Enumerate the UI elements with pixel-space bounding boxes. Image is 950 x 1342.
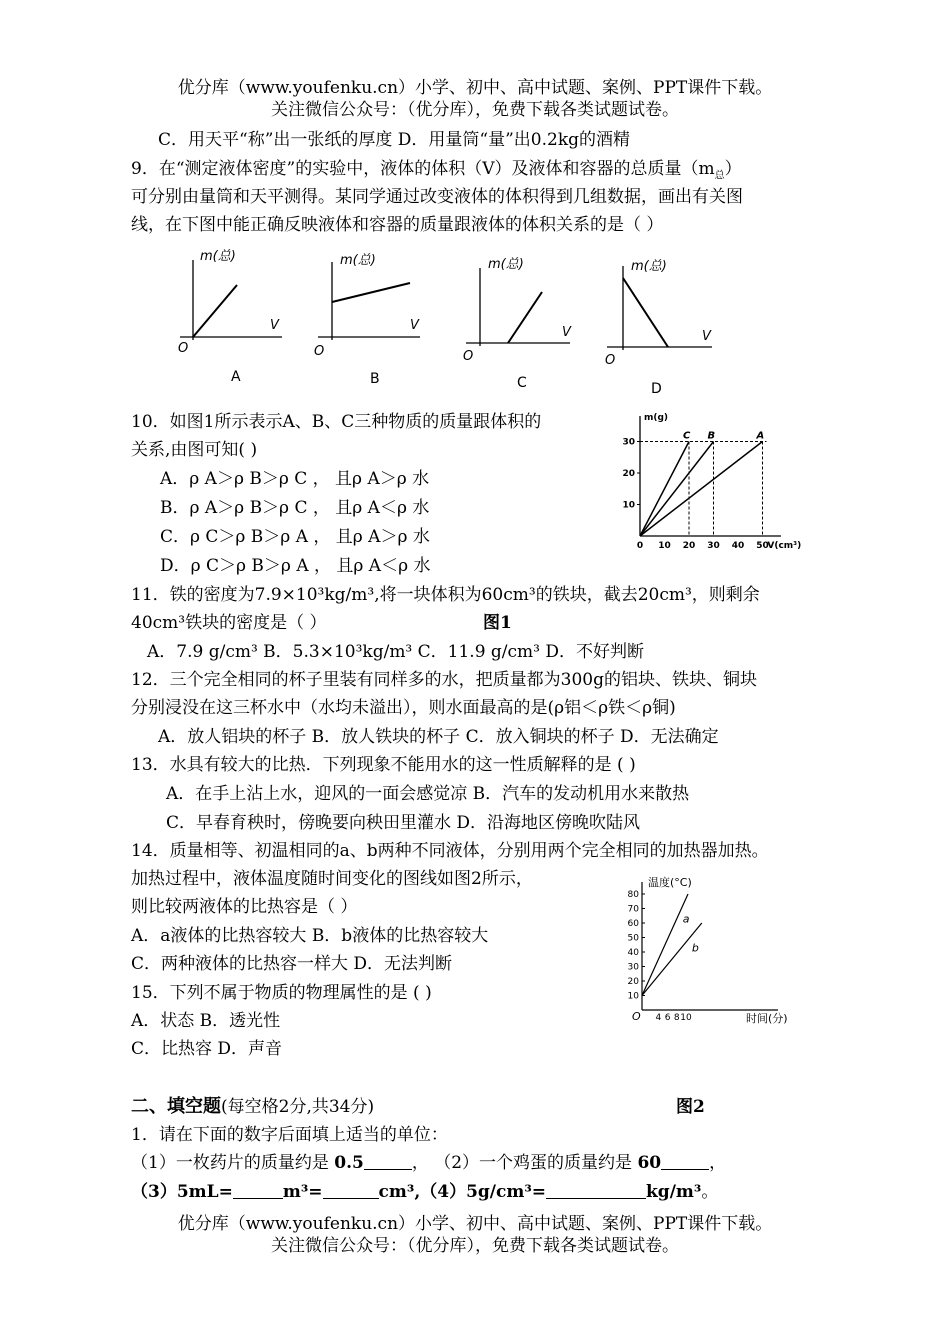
fill-part-3-label: （3）5mL= bbox=[131, 1182, 233, 1202]
fill-q1-part-1-label: （1）一枚药片的质量约是 bbox=[131, 1153, 335, 1173]
fill-q1-row-2 bbox=[131, 1180, 718, 1204]
graph-a-label: A bbox=[231, 369, 241, 385]
q14-options-ab: A．a液体的比热容较大 B．b液体的比热容较大 bbox=[131, 926, 489, 946]
fill-part-4-label: cm³,（4）5g/cm³= bbox=[378, 1182, 547, 1202]
figure-2-caption: 图2 bbox=[676, 1097, 705, 1117]
fill-q1-part-2-value: 60 bbox=[637, 1153, 662, 1173]
q15-line-1: 15．下列不属于物质的物理属性的是 ( ) bbox=[131, 983, 432, 1003]
fill-blank-1[interactable] bbox=[364, 1151, 412, 1170]
fig2-series-b bbox=[642, 923, 702, 996]
graph-d-label: D bbox=[651, 381, 662, 397]
graph-b-xlabel: V bbox=[410, 318, 419, 333]
figure-1-chart bbox=[618, 408, 818, 558]
fill-blank-3[interactable] bbox=[233, 1180, 283, 1199]
fill-q1-prompt: 1．请在下面的数字后面填上适当的单位： bbox=[131, 1125, 448, 1145]
fig2-label-b: b bbox=[691, 941, 699, 955]
fig1-series-A bbox=[640, 442, 763, 537]
fill-q1-part-1-value: 0.5 bbox=[334, 1153, 364, 1173]
fig2-series-a bbox=[642, 894, 688, 996]
q11-options: A．7.9 g/cm³ B．5.3×10³kg/m³ C．11.9 g/cm³ D．不好判断 bbox=[147, 642, 645, 662]
fig2-y-tick: 70 bbox=[627, 904, 639, 915]
q9-line-1-text: 9．在“测定液体密度”的实验中，液体的体积（V）及液体和容器的总质量（m bbox=[131, 159, 715, 179]
fig2-x-tick: 6 bbox=[664, 1013, 671, 1023]
graph-a-ylabel: m(总) bbox=[200, 249, 236, 264]
q10-option-b: B．ρ A＞ρ B＞ρ C ， 且ρ A＜ρ 水 bbox=[160, 498, 430, 518]
graph-d-xlabel: V bbox=[702, 329, 711, 344]
fig2-y-tick: 40 bbox=[627, 948, 639, 958]
q15-options-cd: C．比热容 D．声音 bbox=[131, 1039, 283, 1059]
header-line-1: 优分库（www.youfenku.cn）小学、初中、高中试题、案例、PPT课件下载。 bbox=[177, 78, 773, 98]
graph-d-line bbox=[623, 278, 668, 347]
q13-options-ab: A．在手上沾上水，迎风的一面会感觉凉 B．汽车的发动机用水来散热 bbox=[166, 784, 690, 804]
graph-d-ylabel: m(总) bbox=[631, 259, 667, 274]
figure-2-chart bbox=[618, 870, 818, 1030]
graph-c-label: C bbox=[517, 375, 527, 391]
fig2-x-tick: 4 bbox=[655, 1013, 662, 1023]
q14-line-1: 14．质量相等、初温相同的a、b两种不同液体，分别用两个完全相同的加热器加热。 bbox=[131, 841, 769, 861]
graph-c-xlabel: V bbox=[562, 325, 571, 340]
q9-line-1-end: ） bbox=[724, 159, 742, 179]
q11-line-2: 40cm³铁块的密度是（ ） bbox=[131, 613, 327, 633]
section-2-heading bbox=[131, 1095, 374, 1119]
fig1-label-C: C bbox=[683, 430, 691, 442]
fig1-label-A: A bbox=[756, 430, 765, 442]
header-line-2: 关注微信公众号：（优分库），免费下载各类试题试卷。 bbox=[271, 100, 679, 120]
graph-a-origin: O bbox=[178, 341, 189, 356]
graph-b-origin: O bbox=[314, 344, 325, 359]
fill-blank-5[interactable] bbox=[546, 1180, 646, 1199]
q9-graphs bbox=[0, 240, 950, 400]
fig1-xlabel: V(cm³) bbox=[767, 541, 802, 551]
footer-line-2: 关注微信公众号：（优分库），免费下载各类试题试卷。 bbox=[271, 1236, 679, 1256]
fig1-label-B: B bbox=[707, 430, 716, 442]
fill-part-4-unit: kg/m³ bbox=[646, 1182, 702, 1202]
fig2-y-tick: 60 bbox=[627, 919, 639, 929]
graph-b-label: B bbox=[370, 371, 380, 387]
fig1-series-C bbox=[640, 442, 689, 537]
graph-c-ylabel: m(总) bbox=[488, 257, 524, 272]
q13-line-1: 13．水具有较大的比热．下列现象不能用水的这一性质解释的是 ( ) bbox=[131, 755, 636, 775]
fig2-y-tick: 50 bbox=[627, 933, 639, 944]
q14-line-2: 加热过程中，液体温度随时间变化的图线如图2所示， bbox=[131, 869, 533, 889]
q9-line-3: 线，在下图中能正确反映液体和容器的质量跟液体的体积关系的是（ ） bbox=[131, 215, 664, 235]
graph-a-xlabel: V bbox=[270, 318, 279, 333]
q9-line-1-sub: 总 bbox=[714, 170, 725, 182]
fig1-ylabel: m(g) bbox=[644, 413, 669, 423]
q12-line-2: 分别浸没在这三杯水中（水均未溢出），则水面最高的是(ρ铝＜ρ铁＜ρ铜) bbox=[131, 698, 676, 718]
fig2-origin: O bbox=[632, 1010, 641, 1023]
graph-c-line bbox=[508, 292, 542, 343]
graph-b-ylabel: m(总) bbox=[340, 253, 376, 268]
fig2-y-tick: 80 bbox=[627, 890, 639, 900]
graph-d-origin: O bbox=[605, 353, 616, 368]
fig2-y-tick: 20 bbox=[627, 977, 639, 987]
graph-c bbox=[463, 257, 572, 391]
fill-q1-part-2-label: ， （2）一个鸡蛋的质量约是 bbox=[411, 1153, 638, 1173]
fig1-y-tick: 30 bbox=[622, 437, 635, 448]
q15-options-ab: A．状态 B．透光性 bbox=[131, 1011, 281, 1031]
section-2-note: (每空格2分,共34分) bbox=[221, 1097, 375, 1117]
fig1-x-tick: 0 bbox=[636, 541, 644, 551]
fill-q1-row-1-end: ， bbox=[709, 1153, 727, 1173]
section-2-title: 二、填空题 bbox=[131, 1096, 221, 1117]
fill-blank-2[interactable] bbox=[661, 1151, 709, 1170]
fill-row-2-end: 。 bbox=[701, 1182, 719, 1202]
q12-line-1: 12．三个完全相同的杯子里装有同样多的水，把质量都为300g的铝块、铁块、铜块 bbox=[131, 670, 757, 690]
q10-option-c: C．ρ C＞ρ B＞ρ A ， 且ρ A＞ρ 水 bbox=[160, 527, 430, 547]
q9-line-2: 可分别由量筒和天平测得。某同学通过改变液体的体积得到几组数据，画出有关图 bbox=[131, 187, 743, 207]
q8-options-cd: C．用天平“称”出一张纸的厚度 D．用量筒“量”出0.2kg的酒精 bbox=[158, 130, 631, 150]
graph-c-origin: O bbox=[463, 349, 474, 364]
graph-a-line bbox=[193, 285, 237, 337]
graph-b-line bbox=[332, 283, 410, 302]
fig2-y-tick: 30 bbox=[627, 962, 639, 973]
fig2-label-a: a bbox=[682, 912, 690, 926]
fill-q1-row-1 bbox=[131, 1151, 726, 1175]
fig1-x-tick: 30 bbox=[707, 541, 720, 551]
q10-line-2: 关系,由图可知( ) bbox=[131, 440, 258, 460]
q10-option-a: A．ρ A＞ρ B＞ρ C ， 且ρ A＞ρ 水 bbox=[160, 469, 430, 489]
q12-options: A．放人铝块的杯子 B．放人铁块的杯子 C．放入铜块的杯子 D．无法确定 bbox=[158, 727, 719, 747]
fill-blank-4[interactable] bbox=[323, 1180, 379, 1199]
fig2-xlabel: 时间(分) bbox=[746, 1012, 788, 1025]
fig1-y-tick: 10 bbox=[622, 500, 635, 511]
fig1-y-tick: 20 bbox=[622, 469, 635, 479]
q10-option-d: D．ρ C＞ρ B＞ρ A ， 且ρ A＜ρ 水 bbox=[160, 556, 431, 576]
fig1-x-tick: 20 bbox=[682, 541, 696, 551]
fig2-x-tick: 8 bbox=[673, 1013, 680, 1023]
graph-a bbox=[178, 249, 282, 385]
q14-line-3: 则比较两液体的比热容是（ ） bbox=[131, 897, 358, 917]
footer-line-1: 优分库（www.youfenku.cn）小学、初中、高中试题、案例、PPT课件下载。 bbox=[177, 1214, 773, 1234]
graph-b bbox=[314, 253, 420, 387]
graph-d bbox=[605, 259, 712, 397]
q10-line-1: 10．如图1所示表示A、B、C三种物质的质量跟体积的 bbox=[131, 412, 542, 432]
fig2-x-tick: 10 bbox=[680, 1013, 692, 1023]
fig1-x-tick: 10 bbox=[658, 541, 671, 551]
fig2-y-tick: 10 bbox=[627, 991, 639, 1002]
q14-options-cd: C．两种液体的比热容一样大 D．无法判断 bbox=[131, 954, 453, 974]
fig1-x-tick: 50 bbox=[756, 541, 769, 551]
q13-options-cd: C．早春育秧时，傍晚要向秧田里灌水 D．沿海地区傍晚吹陆风 bbox=[166, 813, 641, 833]
fill-part-3-unit-1: m³= bbox=[282, 1182, 323, 1202]
q9-line-1 bbox=[131, 157, 742, 188]
fig2-ylabel: 温度(°C) bbox=[648, 876, 692, 889]
figure-1-caption: 图1 bbox=[483, 613, 512, 633]
fig1-x-tick: 40 bbox=[731, 541, 745, 551]
q11-line-1: 11．铁的密度为7.9×10³kg/m³,将一块体积为60cm³的铁块，截去20cm³，则剩余 bbox=[131, 585, 760, 605]
